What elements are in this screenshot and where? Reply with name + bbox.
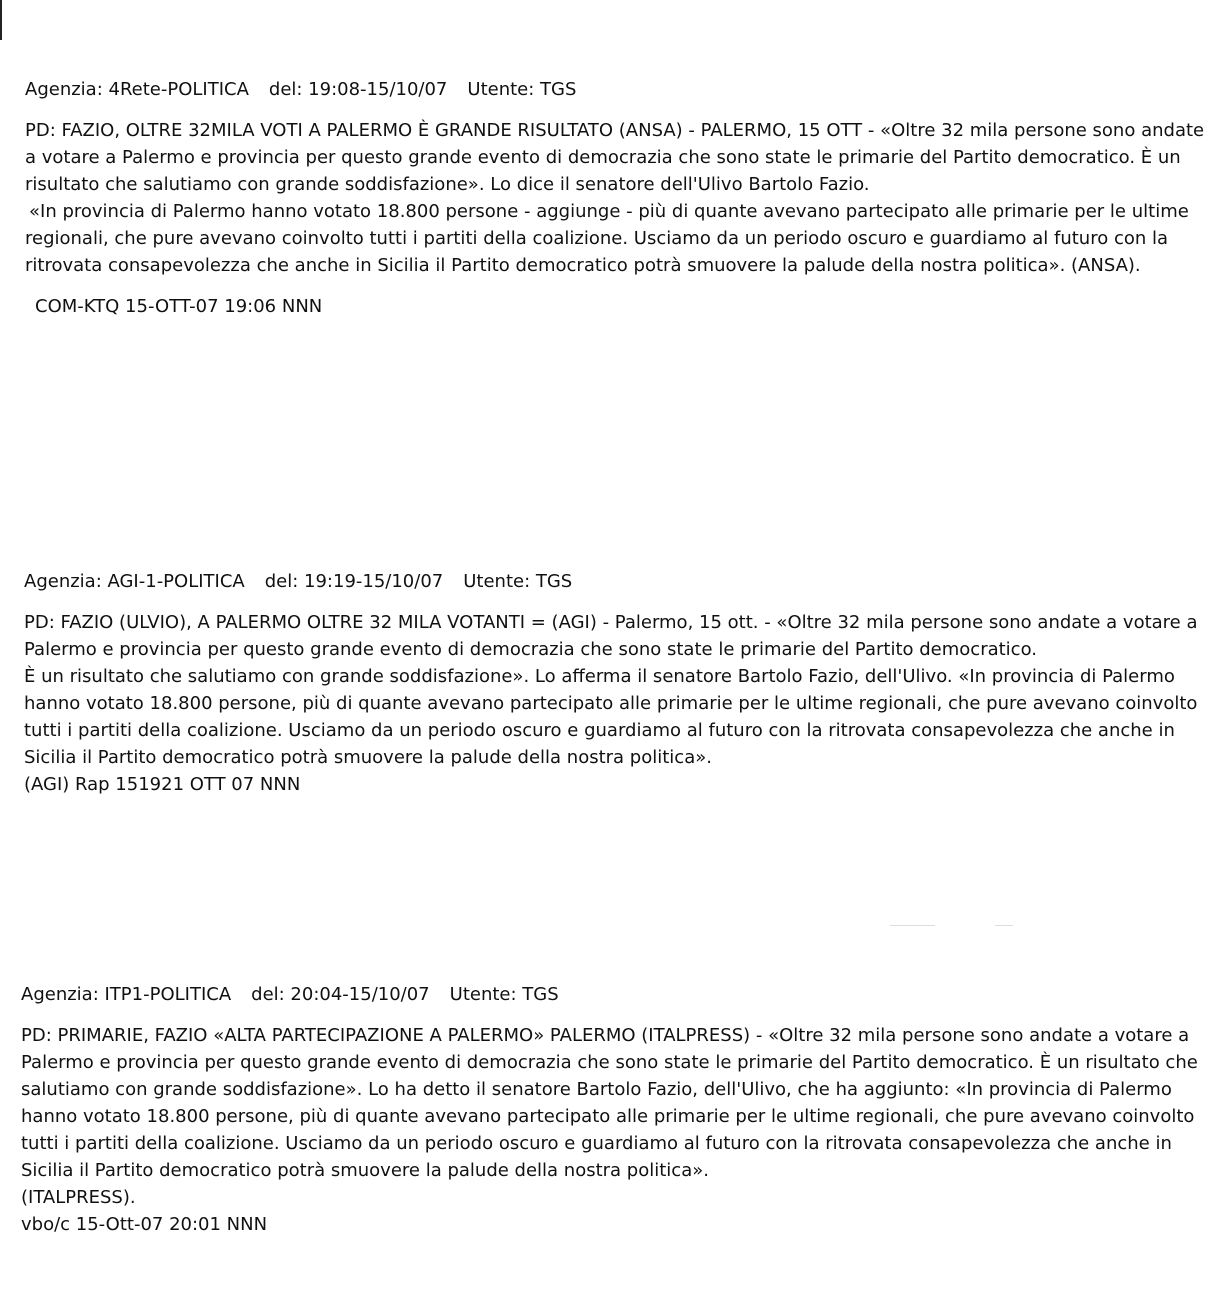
scan-smudge (890, 925, 935, 926)
dispatch-footer: (AGI) Rap 151921 OTT 07 NNN (24, 774, 301, 795)
timestamp-label: del: 19:08-15/10/07 (268, 79, 448, 100)
dispatch-header (25, 76, 1220, 103)
dispatch-paragraph: PD: FAZIO (ULVIO), A PALERMO OLTRE 32 MILA VOTANTI = (AGI) - Palermo, 15 ott. - «Oltre 32 mila persone sono andate a votare a Palermo e provincia per questo grande evento di democrazia che sono state le primarie del Partito democratico. (24, 612, 1198, 660)
user-label: Utente: TGS (467, 79, 577, 100)
user-label: Utente: TGS (463, 571, 573, 592)
dispatch-footer: vbo/c 15-Ott-07 20:01 NNN (21, 1214, 268, 1235)
agency-label: Agenzia: AGI-1-POLITICA (24, 571, 245, 592)
news-dispatch (25, 76, 1220, 320)
news-dispatch (21, 981, 1216, 1238)
agency-label: Agenzia: 4Rete-POLITICA (25, 79, 249, 100)
dispatch-paragraph: PD: PRIMARIE, FAZIO «ALTA PARTECIPAZIONE A PALERMO» PALERMO (ITALPRESS) - «Oltre 32 mila persone sono andate a votare a Palermo e provincia per questo grande evento di democrazia che sono state le primarie del Partito democratico. È un risultato che salutiamo con grande soddisfazione». Lo ha detto il senatore Bartolo Fazio, dell'Ulivo, che ha aggiunto: «In provincia di Palermo hanno votato 18.800 persone, più di quante avevano partecipato alle primarie per le ultime regionali, che pure avevano coinvolto tutti i partiti della coalizione. Usciamo da un periodo oscuro e guardiamo al futuro con la ritrovata consapevolezza che anche in Sicilia il Partito democratico potrà smuovere la palude della nostra politica». (21, 1025, 1198, 1181)
user-label: Utente: TGS (449, 984, 559, 1005)
dispatch-header (24, 568, 1219, 595)
timestamp-label: del: 20:04-15/10/07 (251, 984, 430, 1005)
dispatch-paragraph: «In provincia di Palermo hanno votato 18.800 persone - aggiunge - più di quante avevano partecipato alle primarie per le ultime regionali, che pure avevano coinvolto tutti i partiti della coalizione. Usciamo da un periodo oscuro e guardiamo al futuro con la ritrovata consapevolezza che anche in Sicilia il Partito democratico potrà smuovere la palude della nostra politica». (ANSA). (25, 201, 1189, 276)
scan-edge-mark (0, 0, 2, 40)
dispatch-paragraph: PD: FAZIO, OLTRE 32MILA VOTI A PALERMO È GRANDE RISULTATO (ANSA) - PALERMO, 15 OTT - «Oltre 32 mila persone sono andate a votare a Palermo e provincia per questo grande evento di democrazia che sono state le primarie del Partito democratico. È un risultato che salutiamo con grande soddisfazione». Lo dice il senatore dell'Ulivo Bartolo Fazio. (25, 120, 1205, 195)
scan-smudge (995, 925, 1013, 926)
timestamp-label: del: 19:19-15/10/07 (264, 571, 444, 592)
dispatch-paragraph: È un risultato che salutiamo con grande soddisfazione». Lo afferma il senatore Bartolo Fazio, dell'Ulivo. «In provincia di Palermo hanno votato 18.800 persone, più di quante avevano partecipato alle primarie per le ultime regionali, che pure avevano coinvolto tutti i partiti della coalizione. Usciamo da un periodo oscuro e guardiamo al futuro con la ritrovata consapevolezza che anche in Sicilia il Partito democratico potrà smuovere la palude della nostra politica». (24, 666, 1198, 768)
dispatch-paragraph: (ITALPRESS). (21, 1187, 136, 1208)
news-dispatch (24, 568, 1219, 798)
dispatch-header (21, 981, 1216, 1008)
dispatch-footer: COM-KTQ 15-OTT-07 19:06 NNN (35, 296, 323, 317)
agency-label: Agenzia: ITP1-POLITICA (21, 984, 232, 1005)
